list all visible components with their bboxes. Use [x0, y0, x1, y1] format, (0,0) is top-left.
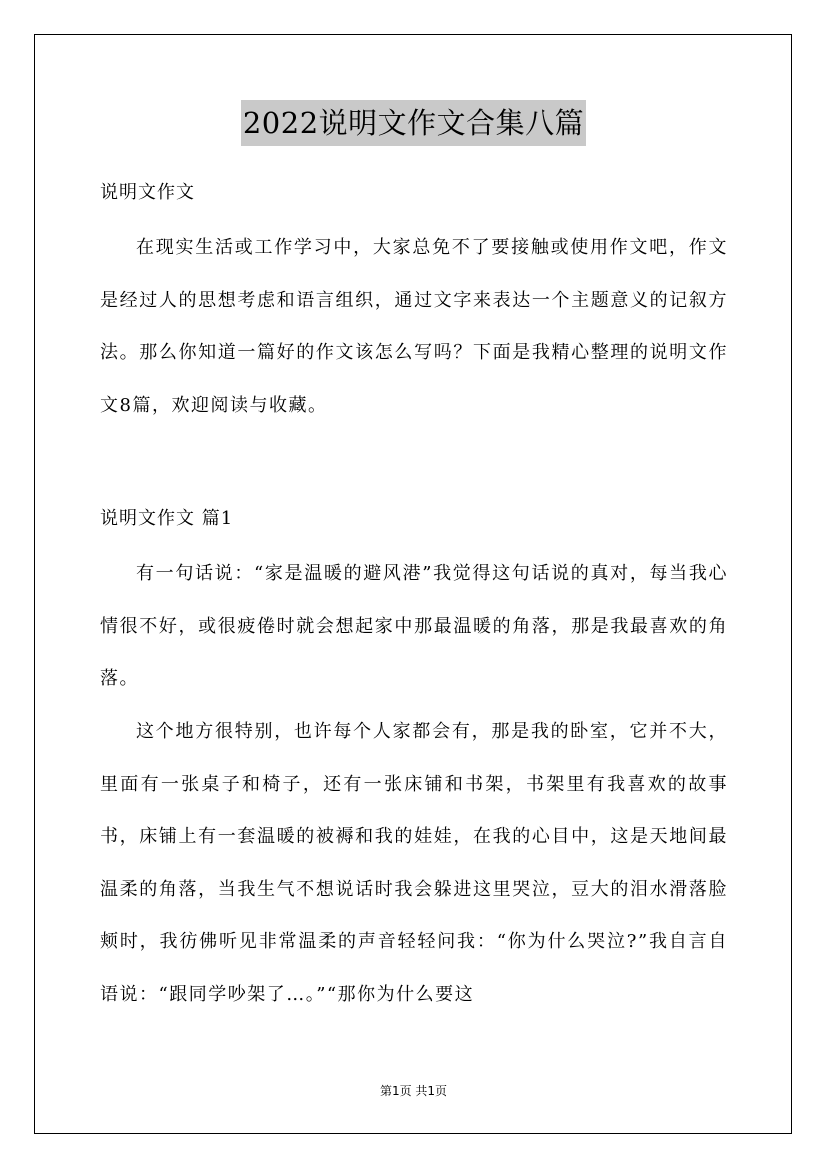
intro-paragraph: 在现实生活或工作学习中，大家总免不了要接触或使用作文吧，作文是经过人的思想考虑和语言组织，通过文字来表达一个主题意义的记叙方法。那么你知道一篇好的作文该怎么写吗？下面是我精心整理的说明文作文8篇，欢迎阅读与收藏。 [100, 237, 728, 416]
section1-paragraph-1: 有一句话说：“家是温暖的避风港”我觉得这句话说的真对，每当我心情很不好，或很疲倦时就会想起家中那最温暖的角落，那是我最喜欢的角落。 [100, 563, 728, 689]
section1-paragraph-2: 这个地方很特别，也许每个人家都会有，那是我的卧室，它并不大，里面有一张桌子和椅子，还有一张床铺和书架，书架里有我喜欢的故事书，床铺上有一套温暖的被褥和我的娃娃，在我的心目中，这是天地间最温柔的角落，当我生气不想说话时我会躲进这里哭泣，豆大的泪水滑落脸颊时，我彷佛听见非常温柔的声音轻轻问我：“你为什么哭泣?”我自言自语说：“跟同学吵架了…。”“那你为什么要这 [100, 721, 728, 1005]
page-footer: 第1页 共1页 [379, 1084, 448, 1098]
title-container [0, 100, 827, 146]
intro-heading: 说明文作文 [100, 182, 195, 203]
document-title: 2022说明文作文合集八篇 [241, 100, 586, 146]
section1-heading: 说明文作文 篇1 [100, 508, 234, 529]
